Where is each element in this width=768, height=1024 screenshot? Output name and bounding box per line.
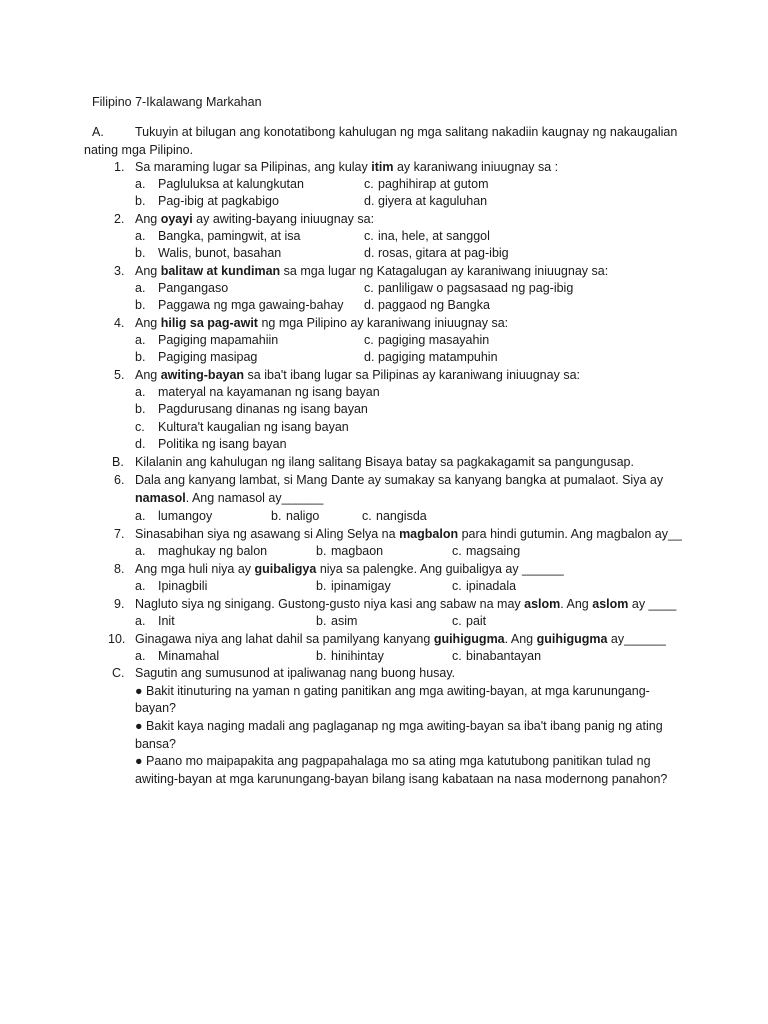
- choice-text: ina, hele, at sanggol: [378, 229, 490, 243]
- item-question: Ang balitaw at kundiman sa mga lugar ng Katagalugan ay karaniwang iniuugnay sa:: [135, 264, 609, 278]
- choice-letter: d.: [364, 298, 375, 312]
- essay-question-cont: bayan?: [135, 701, 177, 715]
- keyword: guihigugma: [536, 632, 608, 646]
- choice-letter: b.: [135, 298, 146, 312]
- choice-text: panliligaw o pagsasaad ng pag-ibig: [378, 281, 574, 295]
- item-number: 3.: [114, 264, 125, 278]
- choice-letter: c.: [364, 177, 374, 191]
- choice-letter: a.: [135, 333, 146, 347]
- item-question: Nagluto siya ng sinigang. Gustong-gusto niya kasi ang sabaw na may aslom. Ang aslom ay ____: [135, 597, 677, 611]
- choice-letter: d.: [364, 194, 375, 208]
- item-number: 5.: [114, 368, 125, 382]
- choice-text: Politika ng isang bayan: [158, 437, 287, 451]
- choice-letter: c.: [452, 649, 462, 663]
- keyword: magbalon: [399, 527, 459, 541]
- choice-text: Pag-ibig at pagkabigo: [158, 194, 279, 208]
- item-question: Ginagawa niya ang lahat dahil sa pamilyang kanyang guihigugma. Ang guihigugma ay______: [135, 632, 666, 646]
- choice-letter: d.: [364, 350, 375, 364]
- choice-letter: b.: [135, 350, 146, 364]
- choice-letter: c.: [452, 544, 462, 558]
- choice-text: Kultura't kaugalian ng isang bayan: [158, 420, 349, 434]
- section-a-instruction: Tukuyin at bilugan ang konotatibong kahulugan ng mga salitang nakadiin kaugnay ng nakaugalian: [135, 125, 678, 139]
- choice-text: pagiging masayahin: [378, 333, 490, 347]
- choice-letter: c.: [364, 281, 374, 295]
- keyword: aslom: [592, 597, 629, 611]
- section-c-instruction: Sagutin ang sumusunod at ipaliwanag nang buong husay.: [135, 666, 456, 680]
- item-question: Ang awiting-bayan sa iba't ibang lugar sa Pilipinas ay karaniwang iniuugnay sa:: [135, 368, 580, 382]
- essay-question: ● Paano mo maipapakita ang pagpapahalaga mo sa ating mga katutubong panitikan tulad ng: [135, 754, 651, 768]
- choice-letter: c.: [362, 509, 372, 523]
- choice-letter: a.: [135, 544, 146, 558]
- choice-text: asim: [331, 614, 358, 628]
- choice-text: magbaon: [331, 544, 384, 558]
- item-number: 9.: [114, 597, 125, 611]
- choice-text: paghihirap at gutom: [378, 177, 489, 191]
- keyword: oyayi: [160, 212, 193, 226]
- choice-letter: a.: [135, 614, 146, 628]
- choice-letter: b.: [316, 649, 327, 663]
- item-number: 4.: [114, 316, 125, 330]
- choice-text: Pagiging mapamahiin: [158, 333, 279, 347]
- choice-text: naligo: [286, 509, 320, 523]
- keyword: guibaligya: [254, 562, 317, 576]
- choice-letter: a.: [135, 177, 146, 191]
- choice-letter: a.: [135, 509, 146, 523]
- choice-letter: c.: [135, 420, 145, 434]
- choice-letter: a.: [135, 281, 146, 295]
- choice-text: Pagdurusang dinanas ng isang bayan: [158, 402, 368, 416]
- choice-text: Minamahal: [158, 649, 220, 663]
- essay-question-cont: bansa?: [135, 737, 177, 751]
- choice-letter: d.: [364, 246, 375, 260]
- choice-letter: b.: [316, 579, 327, 593]
- choice-text: pait: [466, 614, 487, 628]
- item-question: Sa maraming lugar sa Pilipinas, ang kulay itim ay karaniwang iniuugnay sa :: [135, 160, 559, 174]
- choice-text: pagiging matampuhin: [378, 350, 498, 364]
- essay-question: ● Bakit kaya naging madali ang paglaganap ng mga awiting-bayan sa iba't ibang panig ng ating: [135, 719, 663, 733]
- keyword: namasol: [135, 491, 186, 505]
- choice-text: nangisda: [376, 509, 427, 523]
- essay-question: ● Bakit itinuturing na yaman n gating panitikan ang mga awiting-bayan, at mga karunungang-: [135, 684, 650, 698]
- choice-letter: a.: [135, 229, 146, 243]
- choice-letter: b.: [316, 544, 327, 558]
- choice-text: Ipinagbili: [158, 579, 208, 593]
- keyword: guihigugma: [433, 632, 505, 646]
- choice-text: hinihintay: [331, 649, 384, 663]
- choice-letter: d.: [135, 437, 146, 451]
- essay-question-cont: awiting-bayan at mga karunungang-bayan bilang isang kabataan na nasa modernong panahon?: [135, 772, 668, 786]
- item-number: 1.: [114, 160, 125, 174]
- choice-text: Pagiging masipag: [158, 350, 258, 364]
- choice-text: Pangangaso: [158, 281, 229, 295]
- section-c-letter: C.: [112, 666, 125, 680]
- item-question-cont: namasol. Ang namasol ay______: [135, 491, 324, 505]
- choice-letter: c.: [364, 333, 374, 347]
- keyword: awiting-bayan: [160, 368, 245, 382]
- choice-letter: b.: [135, 194, 146, 208]
- item-number: 2.: [114, 212, 125, 226]
- section-a-instruction-cont: nating mga Pilipino.: [84, 143, 194, 157]
- choice-letter: c.: [452, 579, 462, 593]
- section-b-instruction: Kilalanin ang kahulugan ng ilang salitang Bisaya batay sa pagkakagamit sa pangungusap.: [135, 455, 634, 469]
- choice-letter: c.: [452, 614, 462, 628]
- choice-text: giyera at kaguluhan: [378, 194, 488, 208]
- choice-text: Walis, bunot, basahan: [158, 246, 282, 260]
- choice-letter: a.: [135, 579, 146, 593]
- keyword: aslom: [524, 597, 561, 611]
- choice-text: Bangka, pamingwit, at isa: [158, 229, 301, 243]
- choice-letter: c.: [364, 229, 374, 243]
- choice-text: lumangoy: [158, 509, 213, 523]
- choice-text: magsaing: [466, 544, 521, 558]
- choice-text: ipinadala: [466, 579, 517, 593]
- choice-text: binabantayan: [466, 649, 542, 663]
- item-number: 10.: [108, 632, 126, 646]
- choice-letter: a.: [135, 649, 146, 663]
- section-b-letter: B.: [112, 455, 124, 469]
- choice-text: Paggawa ng mga gawaing-bahay: [158, 298, 344, 312]
- item-question: Ang hilig sa pag-awit ng mga Pilipino ay karaniwang iniuugnay sa:: [135, 316, 509, 330]
- choice-text: Pagluluksa at kalungkutan: [158, 177, 304, 191]
- item-number: 7.: [114, 527, 125, 541]
- keyword: itim: [371, 160, 394, 174]
- item-question: Sinasabihan siya ng asawang si Aling Selya na magbalon para hindi gutumin. Ang magbalon ay__: [135, 527, 682, 541]
- keyword: hilig sa pag-awit: [160, 316, 258, 330]
- choice-text: ipinamigay: [331, 579, 391, 593]
- choice-letter: a.: [135, 385, 146, 399]
- section-a-letter: A.: [92, 125, 104, 139]
- choice-letter: b.: [135, 402, 146, 416]
- keyword: balitaw at kundiman: [160, 264, 281, 278]
- choice-letter: b.: [271, 509, 282, 523]
- item-number: 8.: [114, 562, 125, 576]
- choice-text: materyal na kayamanan ng isang bayan: [158, 385, 380, 399]
- item-question: Dala ang kanyang lambat, si Mang Dante ay sumakay sa kanyang bangka at pumalaot. Siya ay: [135, 473, 664, 487]
- item-question: Ang oyayi ay awiting-bayang iniuugnay sa:: [135, 212, 375, 226]
- choice-text: Init: [158, 614, 175, 628]
- choice-letter: b.: [135, 246, 146, 260]
- choice-text: maghukay ng balon: [158, 544, 268, 558]
- choice-text: rosas, gitara at pag-ibig: [378, 246, 509, 260]
- item-number: 6.: [114, 473, 125, 487]
- item-question: Ang mga huli niya ay guibaligya niya sa palengke. Ang guibaligya ay ______: [135, 562, 564, 576]
- choice-letter: b.: [316, 614, 327, 628]
- page-title: Filipino 7-Ikalawang Markahan: [92, 95, 262, 109]
- choice-text: paggaod ng Bangka: [378, 298, 490, 312]
